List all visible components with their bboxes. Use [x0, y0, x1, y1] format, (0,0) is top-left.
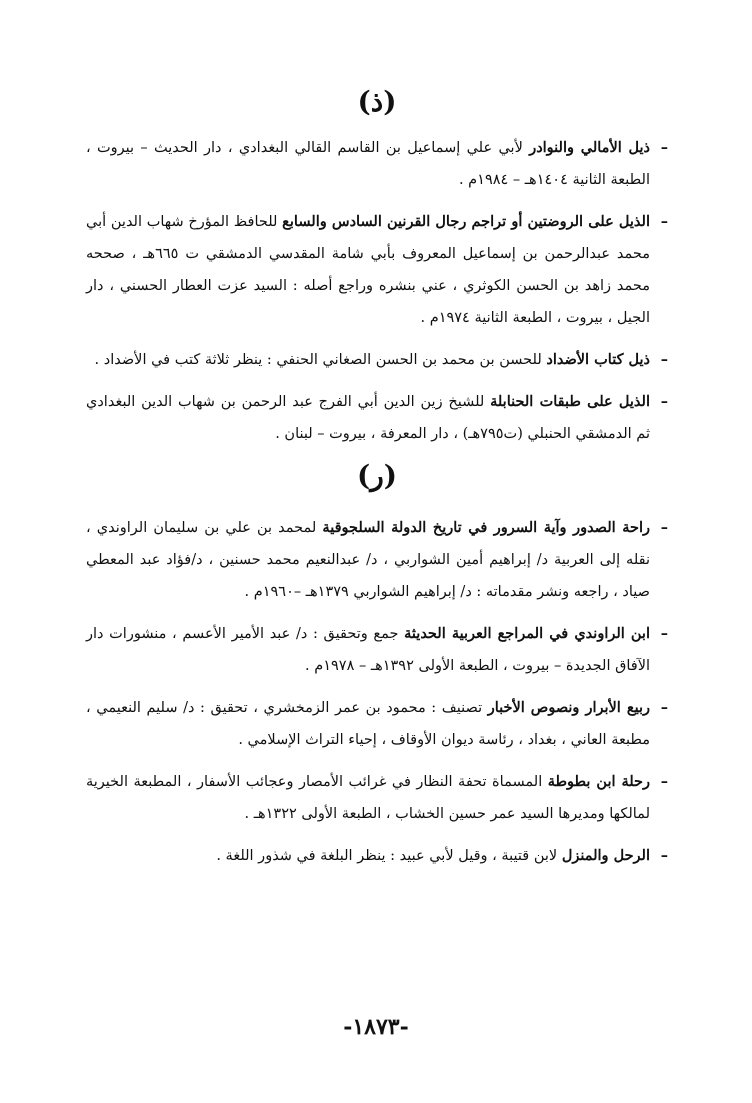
bibliography-entry	[86, 206, 668, 334]
entry-title: ابن الراوندي في المراجع العربية الحديثة	[404, 625, 650, 642]
entry-details: لأبي علي إسماعيل بن القاسم القالي البغدادي ، دار الحديث – بيروت ، الطبعة الثانية ١٤٠٤هـ – ١٩٨٤م .	[86, 140, 650, 188]
entry-title: ذيل كتاب الأضداد	[546, 351, 650, 368]
entry-details: للشيخ زين الدين أبي الفرج عبد الرحمن بن شهاب الدين البغدادي ثم الدمشقي الحنبلي (ت٧٩٥هـ) ، دار المعرفة ، بيروت – لبنان .	[86, 394, 650, 442]
bibliography-entry	[86, 512, 668, 608]
entry-title: ذيل الأمالي والنوادر	[529, 139, 651, 156]
entry-title: رحلة ابن بطوطة	[547, 773, 650, 790]
entry-details: للحسن بن محمد بن الحسن الصغاني الحنفي : ينظر ثلاثة كتب في الأضداد .	[94, 352, 547, 368]
entry-details: تصنيف : محمود بن عمر الزمخشري ، تحقيق : د/ سليم النعيمي ، مطبعة العاني ، بغداد ، رئاسة ديوان الأوقاف ، إحياء التراث الإسلامي .	[86, 700, 650, 748]
entry-title: ربيع الأبرار ونصوص الأخبار	[487, 699, 650, 716]
entry-dash: –	[660, 847, 668, 864]
page-number: -١٨٧٣-	[343, 1014, 409, 1040]
entry-dash: –	[660, 519, 668, 536]
entry-details: لمحمد بن علي بن سليمان الراوندي ، نقله إلى العربية د/ إبراهيم أمين الشواربي ، د/ عبدالنعيم محمد حسنين ، د/فؤاد عبد المعطي صياد ، راجعه ونشر مقدماته : د/ إبراهيم الشواربي ١٣٧٩هـ –١٩٦٠م .	[86, 520, 650, 600]
bibliography-entry	[86, 132, 668, 196]
bibliography-entry	[86, 840, 668, 872]
entry-dash: –	[660, 139, 668, 156]
entry-dash: –	[660, 393, 668, 410]
entry-details: المسماة تحفة النظار في غرائب الأمصار وعجائب الأسفار ، المطبعة الخيرية لمالكها ومديرها السيد عمر حسين الخشاب ، الطبعة الأولى ١٣٢٢هـ .	[86, 774, 650, 822]
entry-title: الذيل على الروضتين أو تراجم رجال القرنين السادس والسابع	[282, 213, 650, 230]
bibliography-entry	[86, 386, 668, 450]
section-heading-dhal: (ذ)	[357, 85, 397, 118]
entry-dash: –	[660, 699, 668, 716]
bibliography-entry	[86, 618, 668, 682]
bibliography-entry	[86, 766, 668, 830]
entry-dash: –	[660, 213, 668, 230]
entry-details: للحافظ المؤرخ شهاب الدين أبي محمد عبدالرحمن بن إسماعيل المعروف بأبي شامة المقدسي الدمشقي ت ٦٦٥هـ ، صححه محمد زاهد بن الحسن الكوثري ، عني بنشره وراجع أصله : السيد عزت العطار الحسني ، دار الجيل ، بيروت ، الطبعة الثانية ١٩٧٤م .	[86, 214, 651, 326]
bibliography-entry	[86, 692, 668, 756]
entry-details: جمع وتحقيق : د/ عبد الأمير الأعسم ، منشورات دار الآفاق الجديدة – بيروت ، الطبعة الأولى ١٣٩٢هـ – ١٩٧٨م .	[86, 626, 650, 674]
entry-title: الذيل على طبقات الحنابلة	[490, 393, 650, 410]
entry-details: لابن قتيبة ، وقيل لأبي عبيد : ينظر البلغة في شذور اللغة .	[216, 848, 562, 864]
entry-dash: –	[660, 773, 668, 790]
entry-dash: –	[660, 351, 668, 368]
entry-title: الرحل والمنزل	[561, 847, 650, 864]
entry-dash: –	[660, 625, 668, 642]
section-heading-ra: (ر)	[356, 459, 398, 492]
entry-title: راحة الصدور وآية السرور في تاريخ الدولة السلجوقية	[322, 519, 650, 536]
bibliography-entry	[86, 344, 668, 376]
